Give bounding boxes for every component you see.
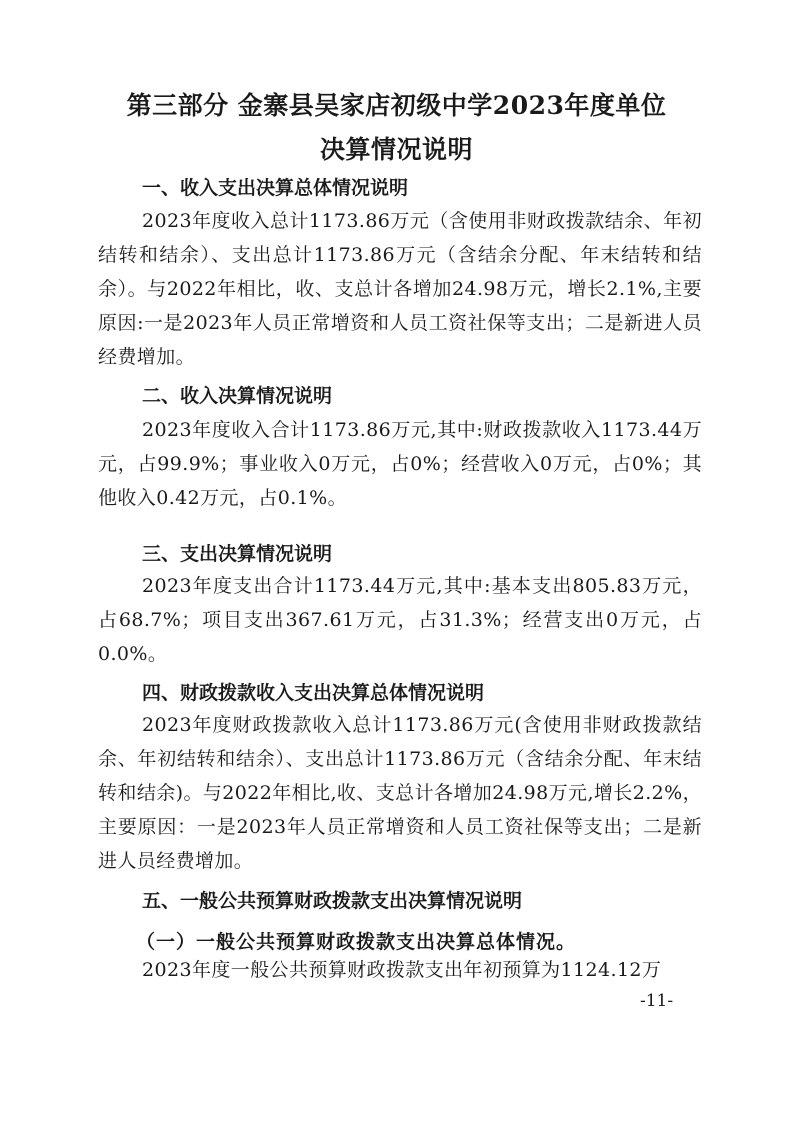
section-5-heading: 五、一般公共预算财政拨款支出决算情况说明 <box>142 890 523 912</box>
section-1-paragraph: 2023年度收入总计1173.86万元（含使用非财政拨款结余、年初结转和结余）、支出总计1173.86万元（含结余分配、年末结转和结余）。与2022年相比，收、支总计各增加24.98万元，增长2.1%,主要原因:一是2023年人员正常增资和人员工资社保等支出；二是新进人员经费增加。 <box>98 210 702 368</box>
section-4-paragraph: 2023年度财政拨款收入总计1173.86万元(含使用非财政拨款结余、年初结转和结余）、支出总计1173.86万元（含结余分配、年末结转和结余)。与2022年相比,收、支总计各增加24.98万元,增长2.2%，主要原因：一是2023年人员正常增资和人员工资社保等支出；二是新进人员经费增加。 <box>98 714 702 872</box>
section-5-paragraph: 2023年度一般公共预算财政拨款支出年初预算为1124.12万 <box>142 959 662 981</box>
document-title-line-2: 决算情况说明 <box>319 135 473 164</box>
document-title-line-1: 第三部分 金寨县吴家店初级中学2023年度单位 <box>126 91 667 120</box>
section-4-heading: 四、财政拨款收入支出决算总体情况说明 <box>142 682 485 704</box>
section-3-heading: 三、支出决算情况说明 <box>142 543 333 565</box>
section-2-heading: 二、收入决算情况说明 <box>142 385 333 407</box>
section-2-paragraph: 2023年度收入合计1173.86万元,其中:财政拨款收入1173.44万元，占99.9%；事业收入0万元，占0%；经营收入0万元，占0%；其他收入0.42万元，占0.1%。 <box>98 419 702 509</box>
section-5-subheading: （一）一般公共预算财政拨款支出决算总体情况。 <box>136 931 577 953</box>
section-1-heading: 一、收入支出决算总体情况说明 <box>142 177 409 199</box>
page-number: -11- <box>640 991 674 1011</box>
section-3-paragraph: 2023年度支出合计1173.44万元,其中:基本支出805.83万元，占68.7%；项目支出367.61万元，占31.3%；经营支出0万元，占0.0%。 <box>98 575 702 665</box>
